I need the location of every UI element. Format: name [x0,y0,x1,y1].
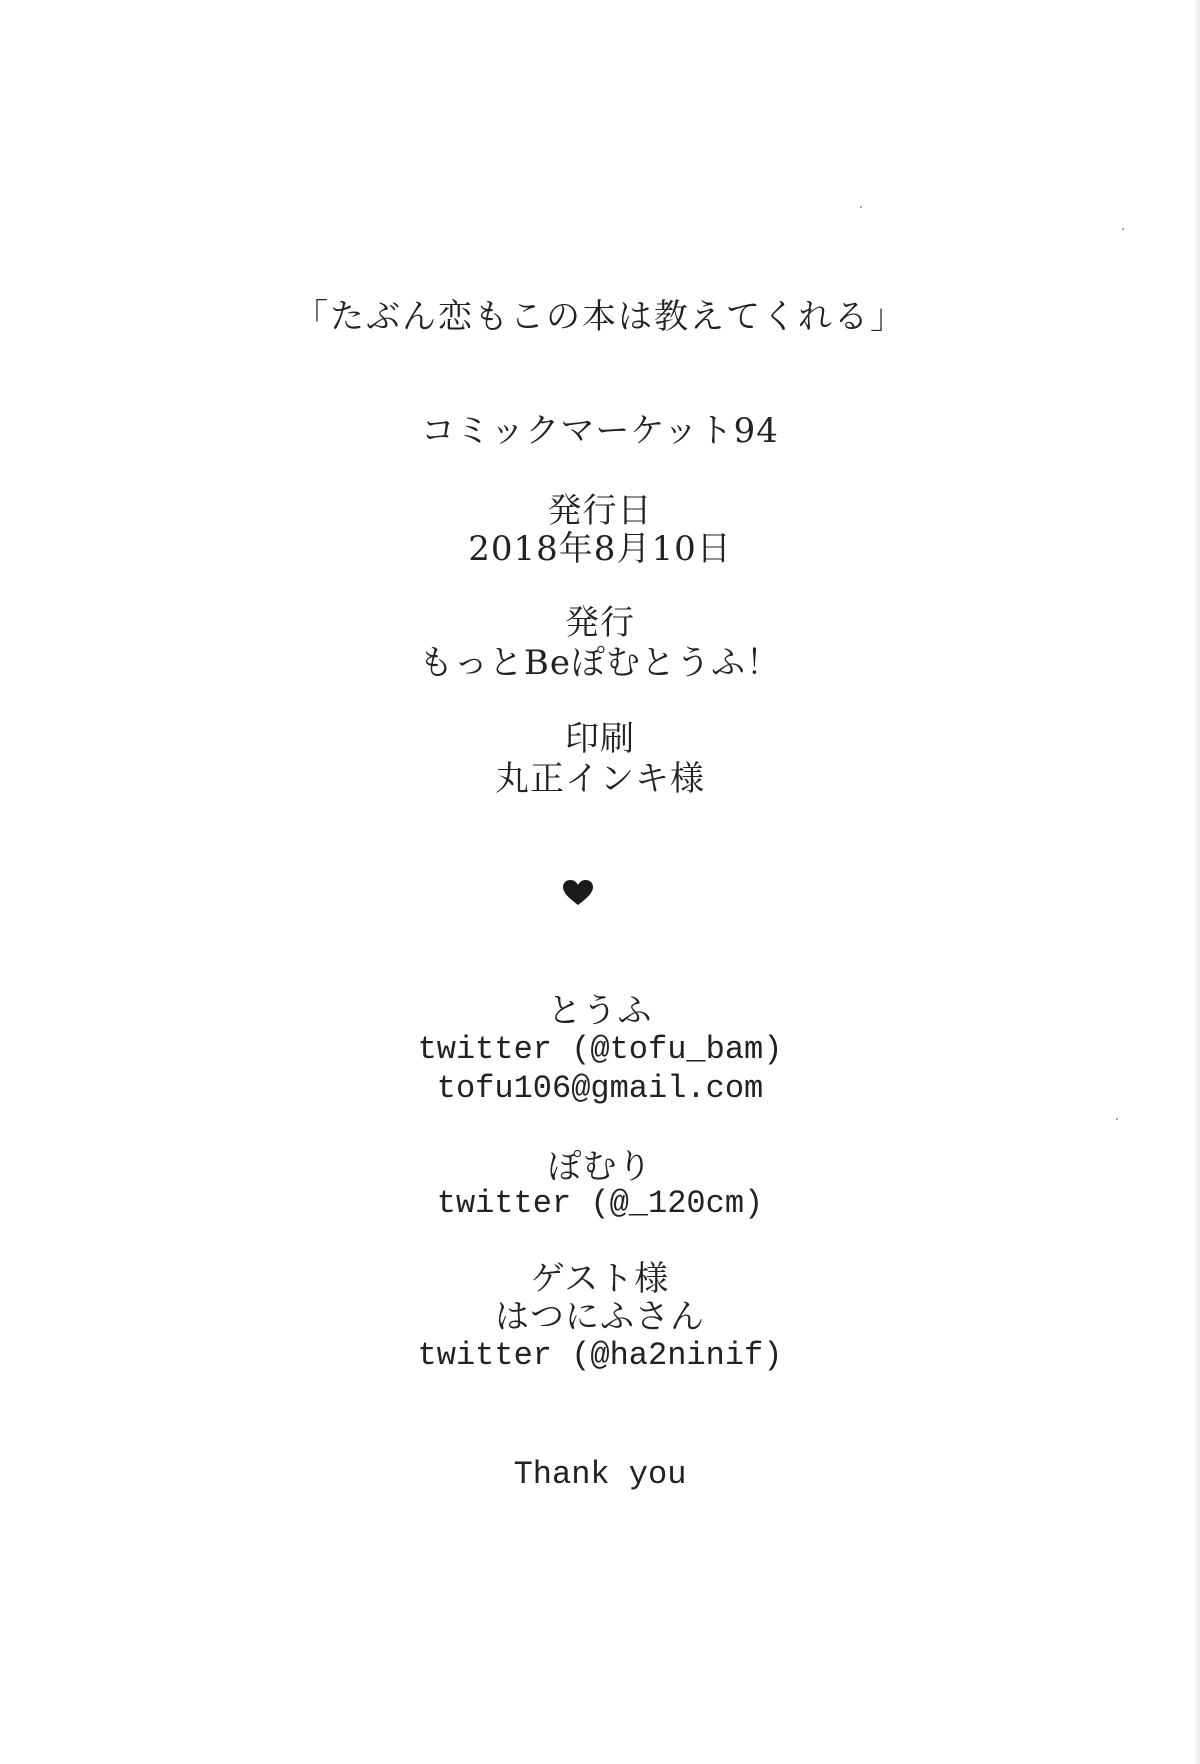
scan-speck [860,206,862,208]
event-name: コミックマーケット94 [421,411,779,451]
heart-icon [563,880,593,906]
publisher-label: 発行 [565,603,635,643]
scan-speck [1122,228,1124,230]
credit-name-tofu: とうふ [547,991,653,1031]
printer-label: 印刷 [565,719,635,759]
credit-name-pomuri: ぽむり [547,1147,653,1187]
scan-edge-shadow [1194,0,1200,1764]
credit-email-tofu[interactable]: tofu106@gmail.com [436,1070,764,1107]
guest-heading: ゲスト様 [530,1259,670,1299]
issue-date-label: 発行日 [547,491,653,531]
scan-speck [1116,1118,1118,1120]
printer-name: 丸正インキ様 [495,759,705,799]
book-title: 「たぶん恋もこの本は教えてくれる」 [294,297,906,337]
publisher-name: もっとBeぽむとうふ！ [418,643,782,683]
credit-twitter-tofu[interactable]: twitter (@tofu_bam) [417,1031,783,1068]
credit-twitter-guest[interactable]: twitter (@ha2ninif) [417,1337,783,1374]
issue-date: 2018年8月10日 [468,529,732,569]
credit-twitter-pomuri[interactable]: twitter (@_120cm) [436,1185,764,1222]
credit-name-guest: はつにふさん [495,1297,705,1337]
closing-message: Thank you [513,1456,687,1493]
